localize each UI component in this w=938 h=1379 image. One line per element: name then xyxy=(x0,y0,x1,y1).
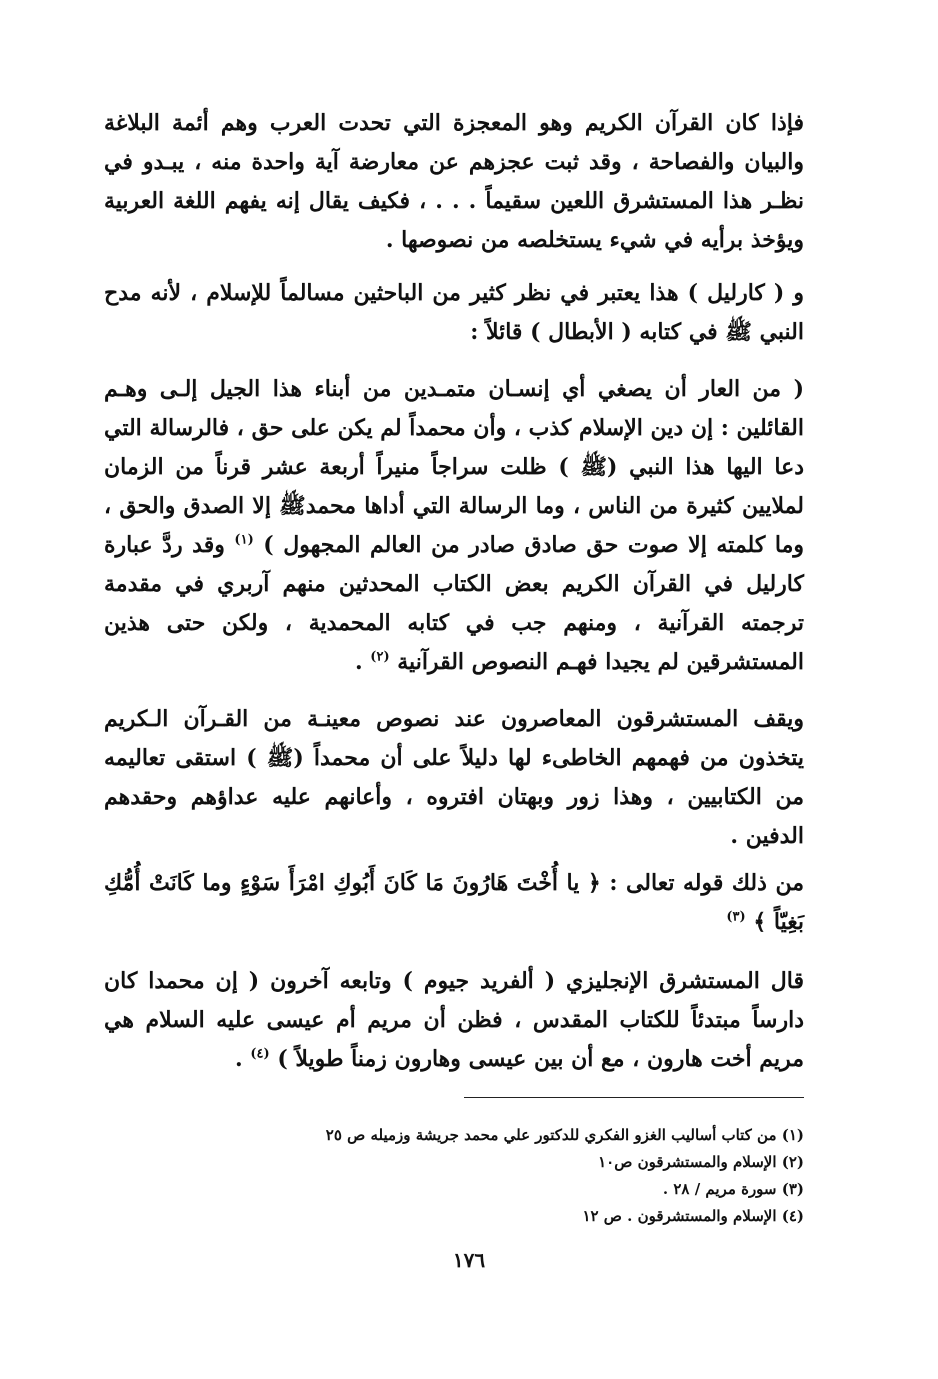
paragraph-1 xyxy=(104,104,804,260)
paragraph-2-text: و ( كارليل ) هذا يعتبر في نظر كثير من الباحثين مسالماً للإسلام ، لأنه مدح النبي ﷺ في كتابه ( الأبطال ) قائلاً : xyxy=(104,280,804,345)
paragraph-6-text: قال المستشرق الإنجليزي ( ألفريد جيوم ) وتابعه آخرون ( إن محمدا كان دارساً مبتدئاً للكتاب المقدس ، فظن أن مريم أم عيسى عليه السلام هي مريم أخت هارون ، مع أن بين عيسى وهارون زمناً طويلاً ) xyxy=(104,968,804,1072)
footnote-3: (٣) سورة مريم / ٢٨ . xyxy=(662,1180,804,1198)
footnote-1: (١) من كتاب أساليب الغزو الفكري للدكتور علي محمد جريشة وزميله ص ٢٥ xyxy=(325,1126,804,1144)
verse-intro: من ذلك قوله تعالى : xyxy=(609,870,804,896)
footnote-divider xyxy=(464,1097,804,1098)
paragraph-3-end-dot: . xyxy=(354,649,371,675)
footnote-4: (٤) الإسلام والمستشرقون . ص ١٢ xyxy=(582,1207,804,1225)
paragraph-1-text: فإذا كان القرآن الكريم وهو المعجزة التي تحدت العرب وهم أئمة البلاغة والبيان والفصاحة ، وقد ثبت عجزهم عن معارضة آية واحدة منه ، يبـدو في نظـر هذا المستشرق اللعين سقيماً . . . ، فكيف يقال إنه يفهم اللغة العربية ويؤخذ برأيه في شيء يستخلصه من نصوصها . xyxy=(104,110,804,253)
paragraph-6 xyxy=(104,962,804,1079)
footnotes-list xyxy=(284,1122,804,1230)
quote-text: ( من العار أن يصغي أي إنسـان متمـدين من أبناء هذا الجيل إلـى وهـم القائلين : إن دين الإسلام كذب ، وأن محمداً لم يكن على حق ، فالرسالة التي دعا اليها هذا النبي (ﷺ ) ظلت سراجاً منيراً أربعة عشر قرناً من الزمان لملايين كثيرة من الناس ، وما الرسالة التي أداها محمدﷺ إلا الصدق والحق ، وما كلمته إلا صوت حق صادق صادر من العالم المجهول ) xyxy=(104,376,804,558)
page-number: ١٧٦ xyxy=(452,1248,486,1272)
paragraph-6-end-dot: . xyxy=(235,1046,251,1072)
paragraph-2 xyxy=(104,274,804,352)
paragraph-5-verse xyxy=(104,864,804,942)
footnote-marker-1: (١) xyxy=(234,532,254,548)
paragraph-4 xyxy=(104,700,804,856)
footnote-marker-3: (٣) xyxy=(726,909,746,925)
paragraph-4-text: ويقف المستشرقون المعاصرون عند نصوص معينـة من القـرآن الـكريم يتخذون من فهمهم الخاطىء لها دليلاً على أن محمداً (ﷺ ) استقى تعاليمه من الكتابيين ، وهذا زور وبهتان افتروه ، وأعانهم عليه عداؤهم وحقدهم الدفين . xyxy=(104,706,804,849)
footnote-marker-2: (٢) xyxy=(370,649,390,665)
paragraph-3-continuation: وقد ردَّ عبارة كارليل في القرآن الكريم بعض الكتاب المحدثين منهم آربري في مقدمة ترجمته القرآنية ، ومنهم جب في كتابه المحمدية ، ولكن حتى هذين المستشرقين لم يجيدا فهـم النصوص القرآنية xyxy=(104,532,804,675)
footnote-2: (٢) الإسلام والمستشرقون ص١٠ xyxy=(598,1153,804,1171)
footnote-marker-4: (٤) xyxy=(250,1046,270,1062)
page-body xyxy=(104,104,804,1079)
quran-verse: ﴿ يا أُخْتَ هَارُونَ مَا كَانَ أَبُوكِ امْرَأَ سَوْءٍ وما كَانَتْ أُمُّكِ بَغِيّاً ﴾ xyxy=(104,870,804,935)
paragraph-3-quote xyxy=(104,370,804,682)
